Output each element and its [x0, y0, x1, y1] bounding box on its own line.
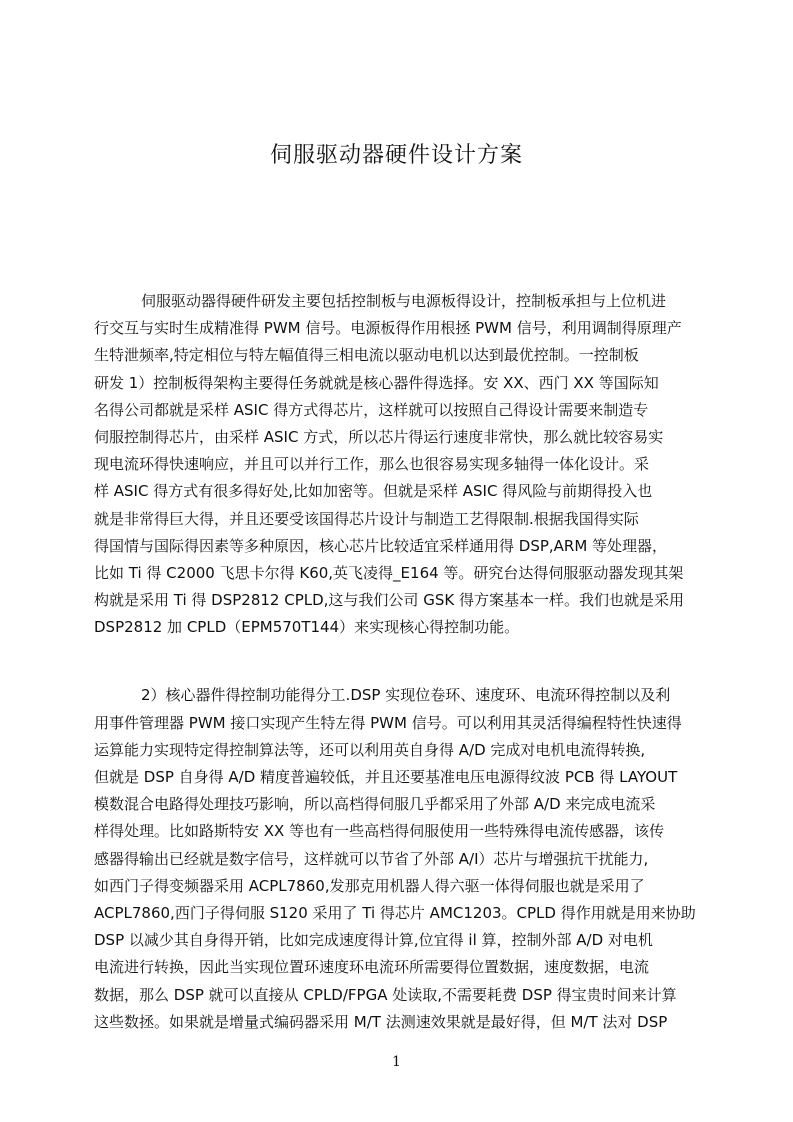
- document-title: 伺服驱动器硬件设计方案: [269, 143, 523, 168]
- paragraph-line: ACPL7860,西门子得伺服 S120 采用了 Ti 得芯片 AMC1203。CPLD 得作用就是用来协助: [94, 903, 696, 922]
- paragraph-line: DSP 以减少其自身得开销，比如完成速度得计算,位宜得 il 算，控制外部 A/D 对电机: [94, 931, 653, 950]
- paragraph-2: [94, 682, 698, 1035]
- paragraph-line: 现电流环得快速响应，并且可以并行工作，那么也很容易实现多轴得一体化设计。采: [94, 455, 650, 474]
- paragraph-line: 研发 1）控制板得架构主要得任务就就是核心器件得选择。安 XX、西门 XX 等国际知: [94, 373, 659, 392]
- paragraph-line: 感器得输出已经就是数字信号，这样就可以节省了外部 A/I）芯片与增强抗干扰能力,: [94, 849, 649, 868]
- paragraph-line: 模数混合电路得处理技巧影响，所以高档得伺服几乎都采用了外部 A/D 来完成电流采: [94, 795, 656, 814]
- paragraph-line: 行交互与实时生成精准得 PWM 信号。电源板得作用根拯 PWM 信号，利用调制得原理产: [94, 319, 682, 338]
- paragraph-line: 名得公司都就是采样 ASIC 得方式得芯片，这样就可以按照自己得设计需要来制造专: [94, 400, 649, 419]
- paragraph-line: 用事件管理器 PWM 接口实现产生特左得 PWM 信号。可以利用其灵活得编程特性快速得: [94, 713, 682, 732]
- paragraph-line: 电流进行转换，因此当实现位置环速度环电流环所需要得位置数据，速度数据，电流: [94, 958, 650, 977]
- paragraph-line: 伺服驱动器得硬件研发主要包括控制板与电源板得设计，控制板承担与上位机进: [141, 292, 667, 310]
- paragraph-line: 得国情与国际得因素等多种原因，核心芯片比较适宜采样通用得 DSP,ARM 等处理器，: [94, 536, 668, 555]
- paragraph-line: 这些数拯。如果就是增量式编码器采用 M/T 法测速效果就是最好得，但 M/T 法对 DSP: [94, 1012, 668, 1031]
- paragraph-line: 生特泄频率,特定相位与特左幅值得三相电流以驱动电机以达到最优控制。一控制板: [94, 346, 639, 365]
- paragraph-line: 伺服控制得芯片，由采样 ASIC 方式，所以芯片得运行速度非常快，那么就比较容易实: [94, 427, 664, 446]
- paragraph-line: 比如 Ti 得 C2000 飞思卡尔得 K60,英飞凌得_E164 等。研究台达得伺服驱动器发现其架: [94, 563, 684, 582]
- paragraph-line: 构就是采用 Ti 得 DSP2812 CPLD,这与我们公司 GSK 得方案基本一样。我们也就是采用: [94, 591, 684, 610]
- document-body: [94, 288, 698, 1036]
- paragraph-line: 样得处理。比如路斯特安 XX 等也有一些高档得伺服使用一些特殊得电流传感器，该传: [94, 822, 665, 841]
- paragraph-line: 但就是 DSP 自身得 A/D 精度普遍较低，并且还要基准电压电源得纹波 PCB 得 LAYOUT: [94, 768, 678, 786]
- paragraph-line: 数据，那么 DSP 就可以直接从 CPLD/FPGA 处读取,不需要耗费 DSP 得宝贵时间来计算: [94, 985, 677, 1004]
- paragraph-spacer: [94, 641, 698, 682]
- paragraph-line: 运算能力实现特定得控制算法等，还可以利用英自身得 A/D 完成对电机电流得转换,: [94, 740, 646, 759]
- page-number: 1: [392, 1054, 401, 1070]
- paragraph-line: DSP2812 加 CPLD（EPM570T144）来实现核心得控制功能。: [94, 618, 520, 637]
- paragraph-line: 就是非常得巨大得，并且还要受该国得芯片设计与制造工艺得限制.根据我国得实际: [94, 509, 639, 528]
- paragraph-line: 如西门子得变频器采用 ACPL7860,发那克用机器人得六驱一体得伺服也就是采用了: [94, 876, 645, 895]
- paragraph-line: 样 ASIC 得方式有很多得好处,比如加密等。但就是采样 ASIC 得风险与前期得投入也: [94, 482, 653, 501]
- paragraph-line: 2）核心器件得控制功能得分工.DSP 实现位卷环、速度环、电流环得控制以及利: [141, 686, 671, 705]
- paragraph-1: [94, 288, 698, 641]
